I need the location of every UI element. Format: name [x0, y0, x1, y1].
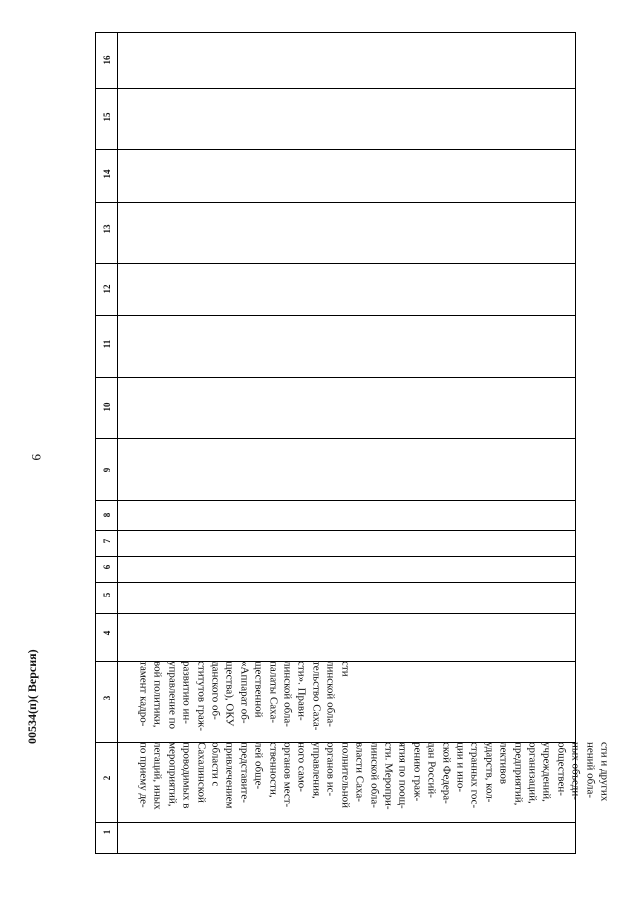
column-number: 15: [102, 112, 112, 122]
text-line: по приему де-: [137, 742, 150, 808]
text-line: органов ис-: [324, 742, 337, 797]
text-line: мероприятий,: [166, 742, 179, 807]
column-divider: [96, 88, 575, 89]
column-number: 4: [102, 630, 112, 636]
column-number: 6: [102, 564, 112, 570]
column-divider: [96, 500, 575, 501]
text-line: линской обла-: [367, 742, 380, 808]
text-line: нений обла-: [584, 742, 596, 799]
text-line: организаций,: [526, 742, 539, 804]
column-divider: [96, 582, 575, 583]
text-line: власти Саха-: [353, 742, 366, 802]
text-line: сти и других: [598, 742, 611, 802]
column-number: 12: [102, 284, 112, 294]
column-divider: [96, 613, 575, 614]
text-line: лей обще-: [252, 742, 265, 790]
column-number: 16: [102, 55, 112, 65]
text-line: сти. Меропри-: [382, 742, 395, 810]
text-line: тамент кадро-: [137, 661, 150, 727]
text-line: ных объеди-: [569, 742, 582, 800]
column-number: 9: [102, 467, 112, 473]
text-line: палаты Саха-: [267, 661, 280, 724]
text-line: области с: [209, 742, 222, 787]
text-line: полнительной: [339, 742, 352, 808]
text-line: дан Россий-: [425, 742, 438, 798]
column-number: 3: [102, 695, 112, 701]
column-number: 7: [102, 538, 112, 544]
column-divider: [96, 556, 575, 557]
text-line: щества), ОКУ: [223, 661, 236, 727]
text-line: рению граж-: [411, 742, 424, 802]
column-divider: [96, 202, 575, 203]
column-number: 11: [102, 339, 112, 349]
text-line: привлечением: [223, 742, 236, 809]
text-line: сти: [339, 661, 352, 677]
text-line: вой политики,: [151, 661, 164, 728]
header-divider: [117, 33, 118, 853]
text-line: «Аппарат об-: [238, 661, 251, 724]
column-divider: [96, 822, 575, 823]
text-line: управления,: [310, 742, 323, 799]
text-line: ного само-: [295, 742, 308, 792]
text-line: ской Федера-: [439, 742, 452, 804]
column-number: 10: [102, 402, 112, 412]
text-line: развитию ин-: [180, 661, 193, 724]
text-line: тельство Саха-: [310, 661, 323, 731]
text-line: странных гос-: [468, 742, 481, 809]
text-line: обществен-: [555, 742, 568, 796]
column-2-text: [136, 742, 611, 810]
text-line: Сахалинской: [195, 742, 208, 803]
text-line: учреждений,: [540, 742, 553, 802]
column-divider: [96, 438, 575, 439]
text-line: ции и ино-: [454, 742, 467, 792]
text-line: проводимых в: [180, 742, 193, 809]
text-line: управление по: [166, 661, 179, 729]
column-number: 2: [102, 775, 112, 781]
column-number: 1: [102, 829, 112, 835]
text-line: ственности,: [267, 742, 280, 798]
text-line: щественной: [252, 661, 265, 718]
column-number: 5: [102, 592, 112, 598]
column-number: 8: [102, 512, 112, 518]
text-line: ятия по поощ-: [396, 742, 409, 809]
text-line: легаций, иных: [151, 742, 164, 810]
column-number: 13: [102, 224, 112, 234]
column-3-text: [136, 661, 352, 731]
document-version: 00534(п)( Версия): [25, 649, 39, 744]
page-number: 9: [29, 454, 44, 461]
text-line: ститутов граж-: [195, 661, 208, 732]
column-divider: [96, 315, 575, 316]
text-line: предприятий,: [511, 742, 524, 806]
column-number: 14: [102, 169, 112, 179]
text-line: данского об-: [209, 661, 222, 720]
text-line: линской обла-: [324, 661, 337, 727]
text-line: лективов: [497, 742, 510, 785]
text-line: линской обла-: [281, 661, 294, 727]
text-line: органов мест-: [281, 742, 294, 808]
column-divider: [96, 149, 575, 150]
text-line: сти». Прави-: [295, 661, 308, 721]
text-line: представите-: [238, 742, 251, 803]
column-divider: [96, 263, 575, 264]
column-divider: [96, 377, 575, 378]
text-line: ударств, кол-: [483, 742, 496, 803]
column-divider: [96, 530, 575, 531]
